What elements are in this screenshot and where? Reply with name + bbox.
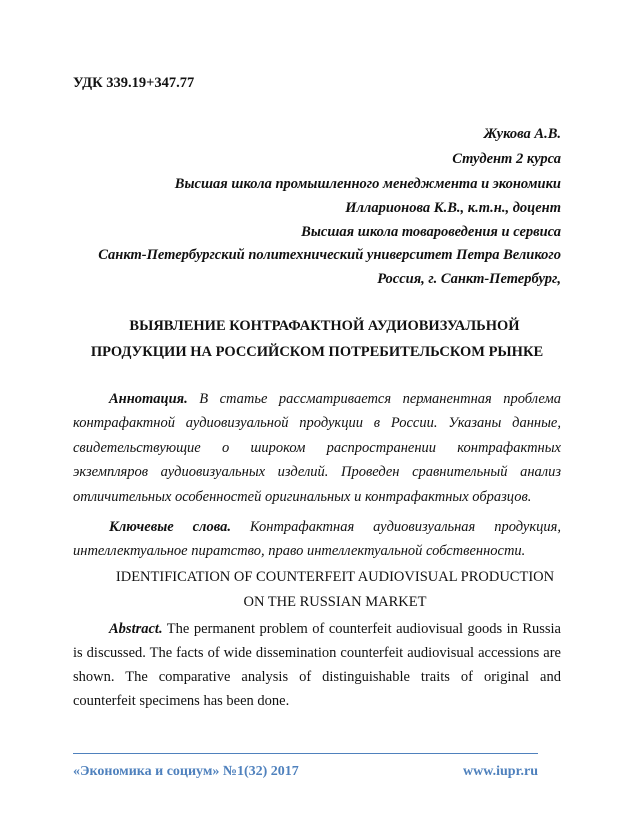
author-university: Санкт-Петербургский политехнический университет Петра Великого — [98, 247, 561, 263]
annotation-label: Аннотация. — [109, 391, 188, 407]
annotation-line-3: свидетельствующие о широком распространении контрафактных — [73, 440, 561, 456]
annotation-line-4: экземпляров аудиовизуальных изделий. Проведен сравнительный анализ — [73, 464, 561, 480]
title-en-line-1: IDENTIFICATION OF COUNTERFEIT AUDIOVISUAL PRODUCTION — [115, 569, 555, 585]
footer-website[interactable]: www.iupr.ru — [463, 764, 538, 779]
keywords-label: Ключевые слова. — [109, 519, 231, 535]
annotation-line-5: отличительных особенностей оригинальных и контрафактных образцов. — [73, 489, 532, 505]
author-school-2: Высшая школа товароведения и сервиса — [301, 224, 561, 240]
keywords-line-2: интеллектуальное пиратство, право интеллектуальной собственности. — [73, 543, 526, 559]
abstract-label: Abstract. — [109, 621, 163, 637]
abstract-line-1: Abstract. The permanent problem of counterfeit audiovisual goods in Russia — [109, 621, 561, 637]
author-name-1: Жукова А.В. — [483, 126, 561, 142]
footer-divider — [73, 753, 538, 754]
author-location: Россия, г. Санкт-Петербург, — [377, 271, 561, 287]
title-ru-line-2: ПРОДУКЦИИ НА РОССИЙСКОМ ПОТРЕБИТЕЛЬСКОМ РЫНКЕ — [90, 344, 544, 360]
keywords-line-1: Ключевые слова. Контрафактная аудиовизуальная продукция, — [109, 519, 562, 535]
abstract-line-4: counterfeit specimens has been done. — [73, 693, 290, 709]
title-ru-line-1: ВЫЯВЛЕНИЕ КОНТРАФАКТНОЙ АУДИОВИЗУАЛЬНОЙ — [129, 318, 520, 334]
udk-code: УДК 339.19+347.77 — [73, 75, 195, 91]
annotation-line-1: Аннотация. В статье рассматривается перманентная проблема — [109, 391, 561, 407]
author-name-2: Илларионова К.В., к.т.н., доцент — [345, 200, 561, 216]
author-school-1: Высшая школа промышленного менеджмента и экономики — [174, 176, 561, 192]
title-en-line-2: ON THE RUSSIAN MARKET — [243, 594, 427, 610]
abstract-line-2: is discussed. The facts of wide dissemination counterfeit audiovisual accessions are — [73, 645, 561, 661]
footer-journal: «Экономика и социум» №1(32) 2017 — [73, 764, 299, 779]
abstract-line-3: shown. The comparative analysis of distinguishable traits of original and — [73, 669, 561, 685]
annotation-line-2: контрафактной аудиовизуальной продукции в России. Указаны данные, — [73, 415, 561, 431]
author-status-1: Студент 2 курса — [452, 151, 561, 167]
